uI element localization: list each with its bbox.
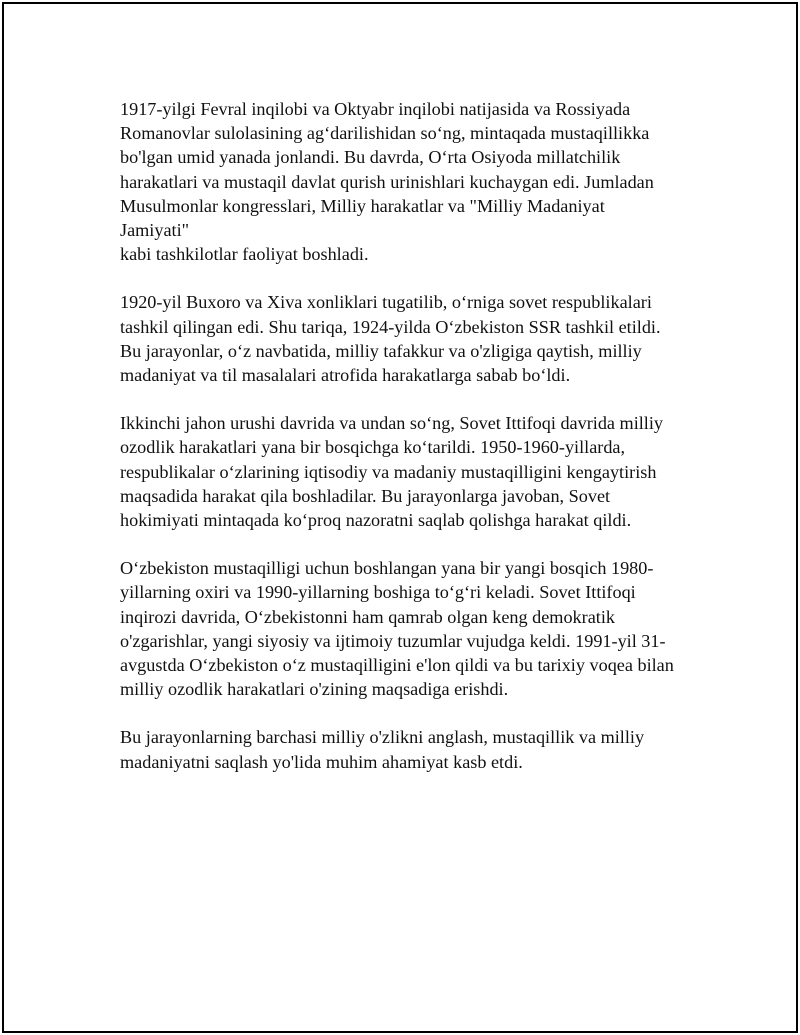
- document-page: [2, 2, 798, 1033]
- paragraph-1: 1917-yilgi Fevral inqilobi va Oktyabr inqilobi natijasida va Rossiyada Romanovlar sulolasining agʻdarilishidan soʻng, mintaqada mustaqillikka bo'lgan umid yanada jonlandi. Bu davrda, Oʻrta Osiyoda millatchilik harakatlari va mustaqil davlat qurish urinishlari kuchaygan edi. Jumladan Musulmonlar kongresslari, Milliy harakatlar va "Milliy Madaniyat Jamiyati" kabi tashkilotlar faoliyat boshladi.: [120, 99, 654, 265]
- paragraph-5: Bu jarayonlarning barchasi milliy o'zlikni anglash, mustaqillik va milliy madaniyatni saqlash yo'lida muhim ahamiyat kasb etdi.: [120, 727, 645, 772]
- paragraph-4: Oʻzbekiston mustaqilligi uchun boshlangan yana bir yangi bosqich 1980- yillarning oxiri va 1990-yillarning boshiga toʻgʻri keladi. Sovet Ittifoqi inqirozi davrida, Oʻzbekistonni ham qamrab olgan keng demokratik o'zgarishlar, yangi siyosiy va ijtimoiy tuzumlar vujudga keldi. 1991-yil 31- avgustda Oʻzbekiston oʻz mustaqilligini e'lon qildi va bu tarixiy voqea bilan milliy ozodlik harakatlari o'zining maqsadiga erishdi.: [120, 558, 674, 700]
- paragraph-2: 1920-yil Buxoro va Xiva xonliklari tugatilib, oʻrniga sovet respublikalari tashkil qilingan edi. Shu tariqa, 1924-yilda Oʻzbekiston SSR tashkil etildi. Bu jarayonlar, oʻz navbatida, milliy tafakkur va o'zligiga qaytish, milliy madaniyat va til masalalari atrofida harakatlarga sabab boʻldi.: [120, 292, 661, 386]
- paragraph-3: Ikkinchi jahon urushi davrida va undan soʻng, Sovet Ittifoqi davrida milliy ozodlik harakatlari yana bir bosqichga koʻtarildi. 1950-1960-yillarda, respublikalar oʻzlarining iqtisodiy va madaniy mustaqilligini kengaytirish maqsadida harakat qila boshladilar. Bu jarayonlarga javoban, Sovet hokimiyati mintaqada koʻproq nazoratni saqlab qolishga harakat qildi.: [120, 413, 663, 531]
- document-body: [120, 97, 676, 798]
